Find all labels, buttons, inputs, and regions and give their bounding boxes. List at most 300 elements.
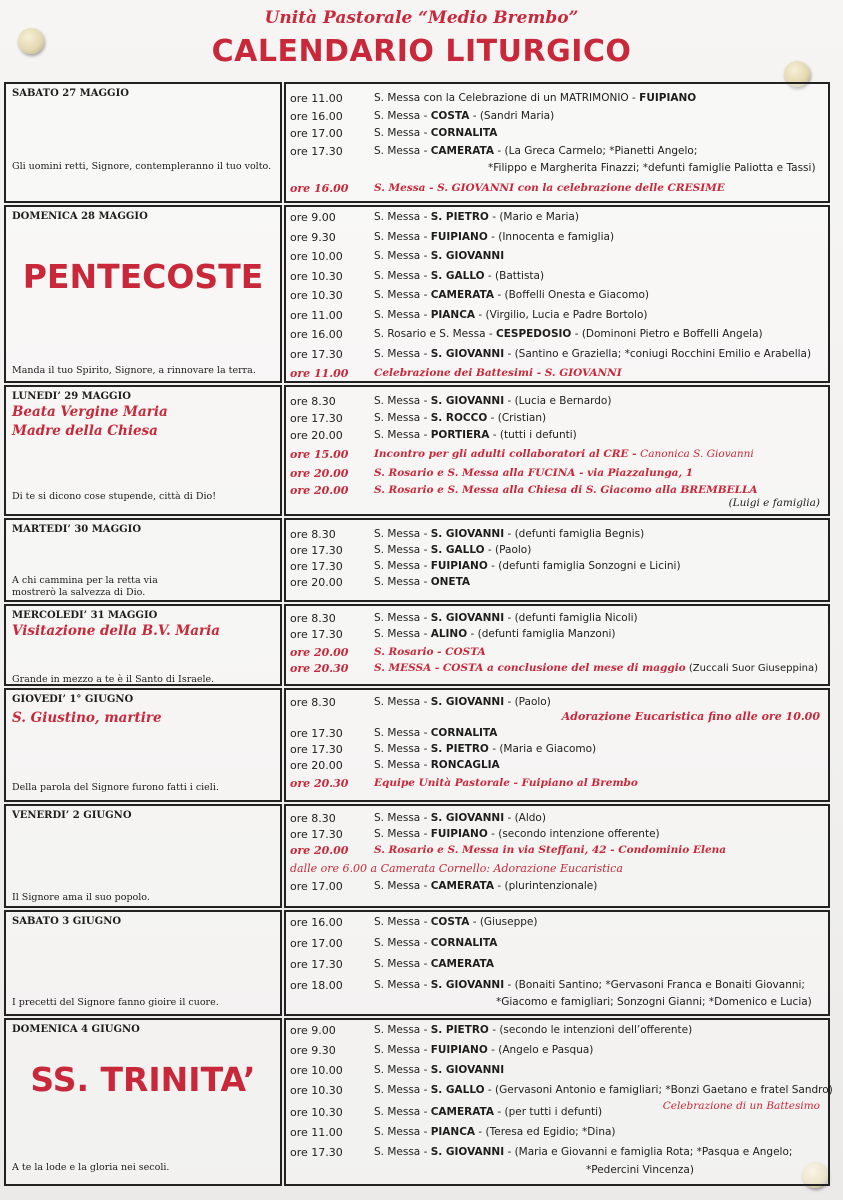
schedule-row	[286, 92, 828, 109]
mass-type: S. Messa -	[374, 109, 431, 122]
mass-time: ore 10.30	[290, 1106, 343, 1119]
event-text: Incontro per gli adulti collaboratori al CRE -	[374, 448, 641, 460]
mass-description	[374, 110, 554, 122]
mass-description	[374, 231, 614, 243]
special-event-row	[286, 182, 828, 199]
event-description	[374, 484, 758, 496]
mass-description	[374, 1106, 602, 1118]
mass-intention: - (Paolo)	[484, 544, 532, 556]
mass-place: S. GIOVANNI	[430, 979, 505, 991]
mass-type: S. Messa -	[374, 250, 431, 262]
event-extra: Canonica S. Giovanni	[640, 448, 754, 460]
mass-time: ore 8.30	[290, 812, 336, 825]
mass-type: S. Messa -	[374, 1084, 431, 1096]
mass-type: S. Messa -	[374, 1064, 431, 1076]
mass-place: CESPEDOSIO	[496, 328, 572, 340]
mass-place: COSTA	[430, 916, 470, 928]
mass-description	[374, 348, 811, 360]
mass-description	[374, 958, 494, 970]
schedule-row	[286, 270, 828, 287]
mass-place: S. GIOVANNI	[430, 395, 505, 407]
schedule-row	[286, 759, 828, 776]
day-date-label: MERCOLEDI’ 31 MAGGIO	[12, 610, 158, 621]
mass-place: FUIPIANO	[639, 92, 697, 104]
mass-time: ore 10.30	[290, 1084, 343, 1097]
event-extra: (Zuccali Suor Giuseppina)	[685, 663, 818, 674]
day-info-cell	[4, 205, 282, 383]
mass-type: S. Rosario e S. Messa -	[374, 328, 496, 340]
mass-description	[374, 270, 544, 282]
mass-place: S. PIETRO	[430, 211, 489, 223]
mass-type: S. Messa -	[374, 727, 431, 739]
mass-description	[374, 289, 649, 301]
feast-name: S. Giustino, martire	[12, 710, 162, 726]
mass-place: S. GALLO	[430, 1084, 485, 1096]
schedule-row	[286, 412, 828, 429]
schedule-row	[286, 110, 828, 127]
mass-time: ore 8.30	[290, 395, 336, 408]
day-schedule-cell	[284, 1018, 833, 1186]
mass-place: ONETA	[430, 576, 471, 588]
mass-place: PIANCA	[430, 1126, 476, 1138]
mass-type: S. Messa -	[374, 937, 431, 949]
schedule-row	[286, 743, 828, 760]
baptism-note: Celebrazione di un Battesimo	[662, 1100, 820, 1112]
day-schedule-cell	[284, 910, 830, 1016]
special-event-row	[286, 844, 828, 861]
mass-place: ALINO	[430, 628, 468, 640]
mass-description	[374, 328, 763, 340]
event-text: S. Rosario - COSTA	[374, 646, 486, 658]
day-schedule-cell	[284, 82, 830, 203]
adoration-note: Adorazione Eucaristica fino alle ore 10.00	[561, 710, 820, 723]
day-info-cell	[4, 1018, 282, 1186]
mass-description	[374, 145, 697, 157]
special-event-row	[286, 448, 828, 465]
mass-place: CAMERATA	[430, 880, 495, 892]
event-text: S. Rosario e S. Messa alla Chiesa di S. Giacomo alla BREMBELLA	[374, 484, 758, 496]
mass-intention: - (defunti famiglia Nicoli)	[504, 612, 638, 624]
mass-intention: - (Maria e Giovanni e famiglia Rota; *Pasqua e Angelo;	[504, 1146, 793, 1158]
mass-intention: - (Battista)	[484, 269, 545, 282]
mass-place: S. GIOVANNI	[430, 1064, 505, 1076]
event-text: S. MESSA - COSTA a conclusione del mese di maggio	[374, 662, 686, 674]
mass-description	[374, 759, 500, 771]
event-description	[374, 662, 818, 674]
mass-time: ore 20.00	[290, 429, 343, 442]
schedule-row	[286, 1024, 828, 1041]
mass-description	[374, 727, 497, 739]
special-event-row	[286, 646, 828, 663]
event-time: ore 20.30	[290, 662, 349, 675]
day-date-label: GIOVEDI’ 1° GIUGNO	[12, 694, 134, 705]
mass-intention: - (Teresa ed Egidio; *Dina)	[475, 1126, 616, 1138]
mass-place: S. GALLO	[430, 544, 485, 556]
mass-time: ore 17.30	[290, 560, 343, 573]
adoration-note: dalle ore 6.00 a Camerata Cornello: Adorazione Eucaristica	[290, 862, 623, 875]
mass-time: ore 16.00	[290, 916, 343, 929]
liturgy-verse: A chi cammina per la retta via	[12, 575, 158, 586]
mass-time: ore 17.30	[290, 1146, 343, 1159]
mass-description	[374, 395, 611, 407]
day-date-label: VENERDI’ 2 GIUGNO	[12, 810, 132, 821]
special-event-row	[286, 777, 828, 794]
mass-type: S. Messa -	[374, 528, 431, 540]
mass-time: ore 10.00	[290, 250, 343, 263]
schedule-row	[286, 544, 828, 561]
mass-time: ore 17.30	[290, 828, 343, 841]
mass-time: ore 11.00	[290, 308, 343, 322]
mass-place: COSTA	[430, 109, 470, 122]
mass-intention: - (Virgilio, Lucia e Padre Bortolo)	[475, 308, 648, 321]
mass-place: S. GIOVANNI	[430, 812, 505, 824]
mass-time: ore 16.00	[290, 328, 343, 341]
event-description	[374, 182, 725, 194]
mass-description	[374, 979, 805, 991]
schedule-row	[286, 395, 828, 412]
mass-type: S. Messa -	[374, 429, 431, 441]
schedule-row	[286, 145, 828, 162]
day-date-label: SABATO 27 MAGGIO	[12, 88, 129, 99]
mass-intention: - (Mario e Maria)	[488, 211, 579, 223]
mass-place: S. PIETRO	[430, 1024, 489, 1036]
schedule-row	[286, 231, 828, 248]
mass-description	[374, 1126, 616, 1138]
mass-type: S. Messa -	[374, 230, 431, 243]
mass-intention: - (Gervasoni Antonio e famigliari; *Bonzi Gaetano e fratel Sandro)	[484, 1084, 833, 1096]
event-time: ore 20.00	[290, 844, 349, 857]
mass-type: S. Messa -	[374, 576, 431, 588]
mass-description	[374, 1064, 504, 1076]
day-info-cell	[4, 518, 282, 602]
liturgy-verse: Grande in mezzo a te è il Santo di Israele.	[12, 674, 215, 685]
intention-continuation: *Giacomo e famigliari; Sonzogni Gianni; *Domenico e Lucia)	[496, 996, 812, 1008]
mass-time: ore 9.30	[290, 230, 336, 244]
liturgy-verse: Gli uomini retti, Signore, contempleranno il tuo volto.	[12, 161, 272, 172]
day-schedule-cell	[284, 604, 830, 686]
mass-time: ore 17.30	[290, 412, 343, 425]
mass-intention: - (Innocenta e famiglia)	[487, 230, 615, 243]
schedule-row	[286, 348, 828, 365]
mass-description	[374, 743, 596, 755]
mass-type: S. Messa -	[374, 979, 431, 991]
event-description	[374, 367, 622, 379]
mass-time: ore 17.00	[290, 880, 343, 893]
event-text: S. Rosario e S. Messa in via Steffani, 42 - Condominio Elena	[374, 844, 727, 856]
day-info-cell	[4, 604, 282, 686]
schedule-row	[286, 250, 828, 267]
event-text: Celebrazione dei Battesimi - S. GIOVANNI	[374, 367, 622, 379]
event-time: ore 20.00	[290, 646, 349, 659]
mass-type: S. Messa -	[374, 1024, 431, 1036]
mass-intention: - (Sandri Maria)	[469, 109, 555, 122]
mass-place: S. GALLO	[430, 269, 485, 282]
schedule-row	[286, 211, 828, 228]
mass-type: S. Messa -	[374, 308, 431, 321]
mass-description	[374, 92, 696, 104]
mass-type: S. Messa -	[374, 1106, 431, 1118]
mass-intention: - (Angelo e Pasqua)	[487, 1044, 594, 1056]
mass-intention: - (defunti famiglia Manzoni)	[467, 628, 616, 640]
mass-time: ore 18.00	[290, 979, 343, 992]
page-title: CALENDARIO LITURGICO	[211, 34, 632, 69]
mass-time: ore 10.30	[290, 269, 343, 283]
mass-type: S. Messa -	[374, 289, 431, 301]
mass-time: ore 17.30	[290, 347, 343, 361]
day-info-cell	[4, 804, 282, 908]
mass-description	[374, 612, 638, 624]
mass-time: ore 10.30	[290, 289, 343, 302]
mass-place: S. GIOVANNI	[430, 347, 505, 360]
mass-description	[374, 628, 616, 640]
mass-place: RONCAGLIA	[430, 759, 500, 771]
intention-continuation: *Pedercini Vincenza)	[586, 1164, 694, 1176]
schedule-row	[286, 429, 828, 446]
mass-time: ore 17.30	[290, 727, 343, 740]
mass-description	[374, 528, 644, 540]
feast-name: Beata Vergine Maria	[12, 404, 168, 420]
mass-type: S. Messa -	[374, 1126, 431, 1138]
mass-place: S. GIOVANNI	[430, 528, 505, 540]
mass-place: FUIPIANO	[430, 560, 488, 572]
mass-time: ore 10.00	[290, 1064, 343, 1077]
schedule-row	[286, 127, 828, 144]
mass-type: S. Messa -	[374, 958, 431, 970]
mass-place: CAMERATA	[430, 289, 495, 301]
mass-intention: - (plurintenzionale)	[494, 880, 598, 892]
feast-title: SS. TRINITA’	[30, 1060, 256, 1099]
mass-description	[374, 1084, 833, 1096]
event-description	[374, 844, 726, 856]
feast-title: PENTECOSTE	[22, 257, 264, 296]
special-event-row	[286, 467, 828, 484]
schedule-row	[286, 612, 828, 629]
mass-intention: - (Aldo)	[504, 812, 546, 824]
mass-place: S. GIOVANNI	[430, 250, 505, 262]
mass-time: ore 11.00	[290, 1126, 343, 1139]
mass-place: FUIPIANO	[430, 230, 488, 243]
mass-description	[374, 828, 660, 840]
mass-type: S. Messa -	[374, 696, 431, 708]
event-time: ore 16.00	[290, 182, 349, 195]
special-event-row	[286, 367, 828, 384]
schedule-row	[286, 1126, 828, 1143]
schedule-row	[286, 958, 828, 975]
mass-place: CORNALITA	[430, 937, 498, 949]
mass-description	[374, 576, 470, 588]
mass-place: FUIPIANO	[430, 828, 488, 840]
event-time: ore 11.00	[290, 367, 349, 380]
mass-place: FUIPIANO	[430, 1044, 488, 1056]
liturgy-verse: Il Signore ama il suo popolo.	[12, 892, 150, 903]
intention-continuation: *Filippo e Margherita Finazzi; *defunti famiglie Paliotta e Tassi)	[488, 162, 816, 174]
schedule-row	[286, 1044, 828, 1061]
mass-description	[374, 812, 546, 824]
schedule-row	[286, 1146, 828, 1163]
mass-description	[374, 880, 597, 892]
event-description	[374, 777, 638, 789]
day-info-cell	[4, 910, 282, 1016]
mass-intention: - (Giuseppe)	[469, 916, 538, 928]
mass-intention: - (Bonaiti Santino; *Gervasoni Franca e Bonaiti Giovanni;	[504, 979, 805, 991]
event-description	[374, 646, 486, 658]
mass-place: S. GIOVANNI	[430, 696, 505, 708]
liturgy-verse: Della parola del Signore furono fatti i cieli.	[12, 782, 219, 793]
mass-place: PORTIERA	[430, 429, 490, 441]
mass-description	[374, 560, 681, 572]
schedule-row	[286, 1106, 828, 1123]
mass-description	[374, 916, 537, 928]
schedule-row	[286, 528, 828, 545]
mass-intention: - (Paolo)	[504, 696, 551, 708]
mass-time: ore 9.00	[290, 1024, 336, 1037]
schedule-row	[286, 880, 828, 897]
liturgy-verse: mostrerò la salvezza di Dio.	[12, 587, 146, 598]
mass-description	[374, 250, 504, 262]
day-date-label: DOMENICA 28 MAGGIO	[12, 211, 148, 222]
mass-time: ore 17.30	[290, 544, 343, 557]
event-description	[374, 448, 754, 460]
event-text: S. Rosario e S. Messa alla FUCINA - via Piazzalunga, 1	[374, 467, 694, 479]
mass-place: S. PIETRO	[430, 743, 489, 755]
mass-intention: - (Cristian)	[487, 412, 547, 424]
mass-description	[374, 696, 551, 708]
mass-time: ore 17.00	[290, 937, 343, 950]
schedule-row	[286, 309, 828, 326]
mass-place: CORNALITA	[430, 727, 498, 739]
day-schedule-cell	[284, 804, 830, 908]
schedule-row	[286, 328, 828, 345]
intention-continuation: (Luigi e famiglia)	[728, 497, 820, 509]
liturgy-verse: A te la lode e la gloria nei secoli.	[12, 1162, 170, 1173]
mass-intention: - (Boffelli Onesta e Giacomo)	[494, 289, 649, 301]
schedule-row	[286, 576, 828, 593]
mass-type: S. Messa -	[374, 1044, 431, 1056]
schedule-row	[286, 979, 828, 996]
mass-intention: - (La Greca Carmelo; *Pianetti Angelo;	[494, 144, 698, 157]
day-date-label: LUNEDI’ 29 MAGGIO	[12, 391, 131, 402]
mass-intention: - (secondo le intenzioni dell’offerente)	[488, 1024, 693, 1036]
day-date-label: MARTEDI’ 30 MAGGIO	[12, 524, 142, 535]
mass-description	[374, 937, 497, 949]
event-description	[374, 467, 693, 479]
mass-time: ore 8.30	[290, 612, 336, 625]
mass-description	[374, 127, 497, 139]
mass-type: S. Messa -	[374, 127, 431, 139]
liturgy-verse: Manda il tuo Spirito, Signore, a rinnovare la terra.	[12, 365, 256, 376]
schedule-row	[286, 828, 828, 845]
mass-type: S. Messa -	[374, 560, 431, 572]
event-time: ore 20.00	[290, 467, 349, 480]
mass-type: S. Messa -	[374, 828, 431, 840]
mass-description	[374, 1146, 792, 1158]
day-info-cell	[4, 688, 282, 802]
mass-description	[374, 1044, 593, 1056]
mass-intention: - (Santino e Graziella; *coniugi Rocchini Emilio e Arabella)	[504, 347, 812, 360]
feast-name: Madre della Chiesa	[12, 423, 158, 439]
schedule-row	[286, 1084, 833, 1101]
mass-place: S. ROCCO	[430, 412, 488, 424]
mass-time: ore 16.00	[290, 109, 343, 123]
mass-type: S. Messa -	[374, 743, 431, 755]
day-date-label: SABATO 3 GIUGNO	[12, 916, 122, 927]
event-time: ore 20.00	[290, 484, 349, 497]
mass-intention: - (defunti famiglia Begnis)	[504, 528, 645, 540]
mass-type: S. Messa -	[374, 347, 431, 360]
mass-time: ore 17.30	[290, 628, 343, 641]
mass-description	[374, 309, 648, 321]
mass-place: CAMERATA	[430, 144, 495, 157]
day-schedule-cell	[284, 385, 830, 516]
mass-description	[374, 1024, 692, 1036]
mass-intention: - (Lucia e Bernardo)	[504, 395, 612, 407]
event-text: Equipe Unità Pastorale - Fuipiano al Brembo	[374, 777, 638, 789]
mass-time: ore 8.30	[290, 696, 336, 709]
schedule-row	[286, 937, 828, 954]
mass-time: ore 17.30	[290, 743, 343, 756]
schedule-row	[286, 289, 828, 306]
liturgy-verse: Di te si dicono cose stupende, città di Dio!	[12, 491, 217, 502]
mass-place: S. GIOVANNI	[430, 1146, 505, 1158]
mass-time: ore 9.00	[290, 211, 336, 224]
mass-type: S. Messa -	[374, 812, 431, 824]
schedule-row	[286, 727, 828, 744]
mass-description	[374, 544, 531, 556]
mass-type: S. Messa -	[374, 880, 431, 892]
schedule-row	[286, 628, 828, 645]
day-date-label: DOMENICA 4 GIUGNO	[12, 1024, 140, 1035]
mass-time: ore 17.30	[290, 144, 343, 158]
day-schedule-cell	[284, 205, 830, 383]
mass-time: ore 17.00	[290, 127, 343, 140]
mass-time: ore 8.30	[290, 528, 336, 541]
schedule-row	[286, 916, 828, 933]
event-time: ore 15.00	[290, 448, 349, 461]
day-schedule-cell	[284, 688, 830, 802]
mass-intention: - (per tutti i defunti)	[494, 1106, 603, 1118]
mass-type: S. Messa -	[374, 412, 431, 424]
mass-place: PIANCA	[430, 308, 476, 321]
schedule-row	[286, 1064, 828, 1081]
mass-type: S. Messa -	[374, 612, 431, 624]
schedule-row	[286, 812, 828, 829]
mass-place: CAMERATA	[430, 958, 495, 970]
mass-place: CAMERATA	[430, 1106, 495, 1118]
mass-type: S. Messa -	[374, 628, 431, 640]
mass-type: S. Messa -	[374, 269, 431, 282]
mass-type: S. Messa -	[374, 1146, 431, 1158]
mass-description	[374, 412, 546, 424]
mass-type: S. Messa -	[374, 759, 431, 771]
mass-description	[374, 211, 579, 223]
mass-time: ore 20.00	[290, 576, 343, 589]
mass-intention: - (secondo intenzione offerente)	[487, 828, 660, 840]
mass-intention: - (Maria e Giacomo)	[488, 743, 597, 755]
mass-time: ore 17.30	[290, 958, 343, 971]
day-info-cell	[4, 82, 282, 203]
mass-type: S. Messa -	[374, 395, 431, 407]
mass-type: S. Messa -	[374, 916, 431, 928]
day-info-cell	[4, 385, 282, 516]
mass-type: S. Messa -	[374, 544, 431, 556]
mass-place: CORNALITA	[430, 127, 498, 139]
event-text: S. Messa - S. GIOVANNI con la celebrazione delle CRESIME	[374, 182, 725, 194]
mass-intention: - (tutti i defunti)	[489, 429, 577, 441]
mass-intention: - (Dominoni Pietro e Boffelli Angela)	[571, 328, 763, 340]
liturgy-verse: I precetti del Signore fanno gioire il cuore.	[12, 997, 219, 1008]
mass-description	[374, 429, 577, 441]
mass-type: S. Messa -	[374, 211, 431, 223]
